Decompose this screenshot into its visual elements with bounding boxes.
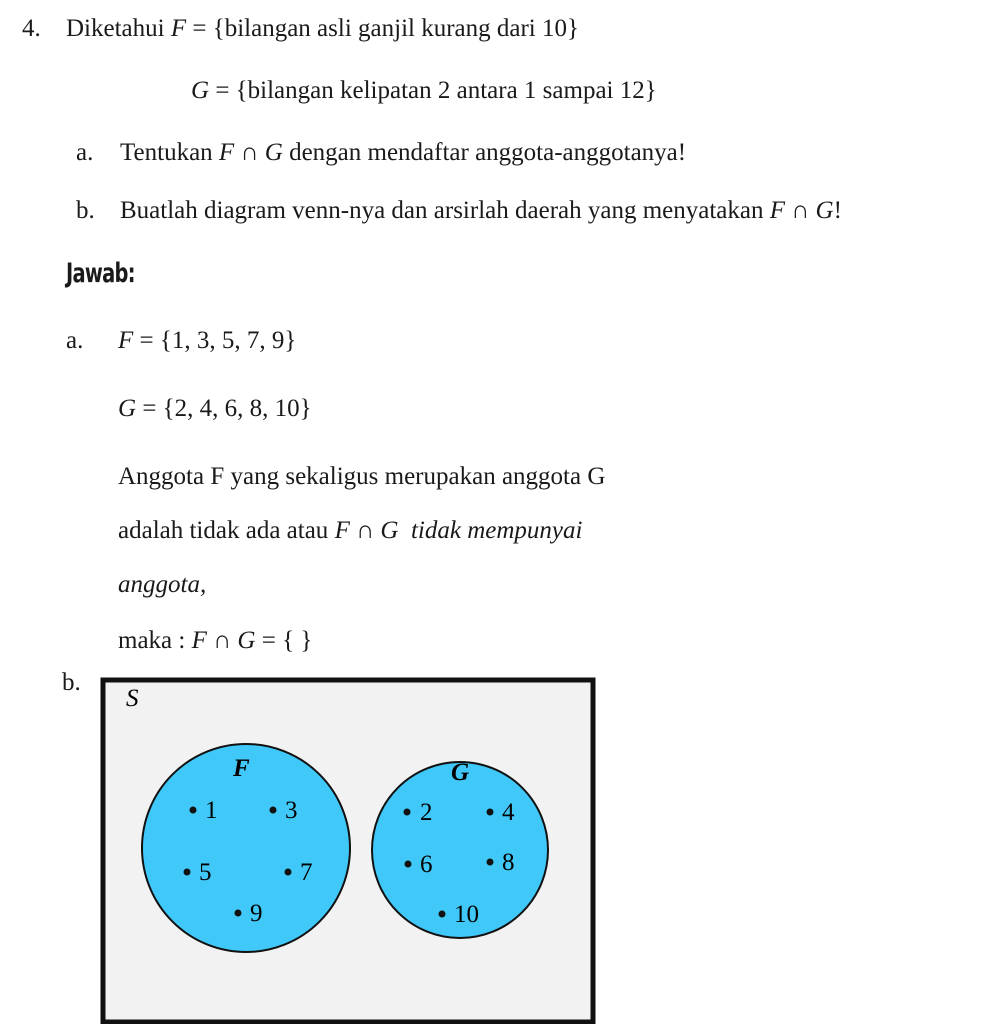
answer-b-label: b. [62, 669, 81, 696]
set-f-symbol: F [170, 15, 187, 42]
member-g-4: 4 [502, 799, 515, 826]
intersection-expression: F ∩ G [218, 139, 283, 166]
answer-a-label: a. [66, 327, 84, 354]
member-g-8: 8 [502, 849, 515, 876]
member-dot [235, 910, 242, 917]
member-dot [487, 809, 494, 816]
member-f-7: 7 [300, 859, 313, 886]
part-b-text: Buatlah diagram venn-nya dan arsirlah daerah yang menyatakan [120, 197, 764, 224]
answer-heading: Jawab: [66, 258, 135, 289]
set-f-symbol: F [118, 327, 134, 354]
member-f-5: 5 [199, 859, 212, 886]
answer-line-2-text: adalah tidak ada atau [118, 517, 329, 544]
member-dot [439, 911, 446, 918]
member-dot [190, 807, 197, 814]
member-dot [405, 861, 412, 868]
intersection-expression: F ∩ G [334, 517, 399, 544]
member-g-2: 2 [420, 799, 433, 826]
part-b-end: ! [833, 197, 842, 224]
member-f-1: 1 [205, 797, 218, 824]
empty-set: = { } [261, 627, 313, 654]
answer-line-4 [118, 626, 312, 656]
set-g-line [191, 76, 657, 106]
set-g-members: = {2, 4, 6, 8, 10} [142, 395, 312, 422]
set-f-label: F [233, 755, 250, 782]
set-g-definition: = {bilangan kelipatan 2 antara 1 sampai 12} [215, 77, 657, 104]
member-dot [404, 809, 411, 816]
answer-line-2 [118, 516, 582, 546]
set-f-definition: = {bilangan asli ganjil kurang dari 10} [192, 15, 579, 42]
member-dot [285, 869, 292, 876]
part-a-question [120, 138, 686, 168]
venn-diagram [100, 676, 600, 1024]
answer-set-g [118, 394, 312, 424]
intersection-expression: F ∩ G [769, 197, 834, 224]
universe-label: S [126, 685, 139, 712]
set-g-symbol: G [191, 77, 210, 104]
intersection-expression: F ∩ G [191, 627, 256, 654]
answer-line-3: anggota, [118, 571, 207, 598]
member-f-9: 9 [250, 900, 263, 927]
set-g-symbol: G [118, 395, 137, 422]
part-b-question [120, 196, 842, 226]
question-number: 4. [22, 15, 41, 42]
set-g-label: G [451, 759, 470, 786]
intro-text: Diketahui [66, 15, 165, 42]
part-b-label: b. [76, 197, 95, 224]
set-f-members: = {1, 3, 5, 7, 9} [139, 327, 297, 354]
answer-set-f [118, 326, 296, 356]
question-intro-line [66, 14, 579, 44]
member-dot [184, 869, 191, 876]
member-dot [270, 807, 277, 814]
part-a-text-end: dengan mendaftar anggota-anggotanya! [289, 139, 687, 166]
member-f-3: 3 [285, 797, 298, 824]
member-g-10: 10 [454, 901, 479, 928]
member-dot [487, 859, 494, 866]
part-a-text: Tentukan [120, 139, 213, 166]
answer-line-2-italic: tidak mempunyai [410, 517, 583, 544]
answer-line-1: Anggota F yang sekaligus merupakan anggota G [118, 463, 606, 490]
part-a-label: a. [76, 139, 94, 166]
member-g-6: 6 [420, 851, 433, 878]
answer-line-4-text: maka : [118, 627, 186, 654]
